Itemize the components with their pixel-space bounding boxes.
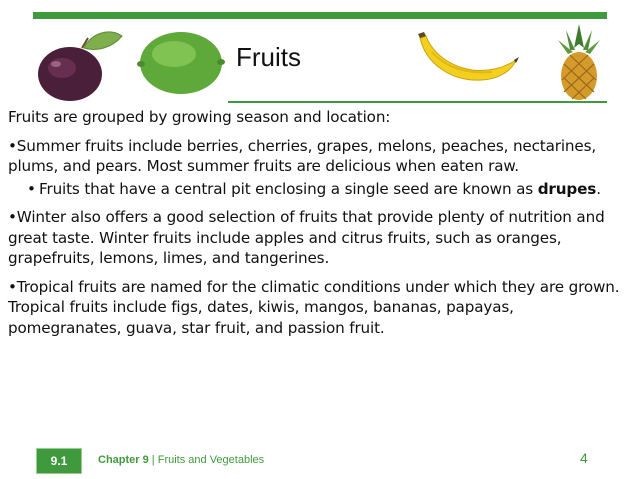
section-number: 9.1 [50,454,68,468]
bullet-winter: •Winter also offers a good selection of fruits that provide plenty of nutrition and great taste. Winter fruits include apples and citrus fruits, such as oranges, grapefruits, lemons, limes, and tangerines. [8,208,605,267]
slide-body [8,107,620,338]
lime-image [136,26,226,98]
sub-bullet-suffix: . [596,179,601,198]
footer-chapter [98,454,264,466]
pineapple-image [548,22,610,102]
drupes-term: drupes [537,179,597,198]
section-badge [36,448,82,474]
chapter-title: Fruits and Vegetables [157,454,265,466]
bullet-tropical: •Tropical fruits are named for the climatic conditions under which they are grown. Tropical fruits include figs, dates, kiwis, mangos, bananas, papayas, pomegranates, guava, star fruit, and passion fruit. [8,277,620,337]
chapter-separator: | [148,454,158,466]
bullet-summer: •Summer fruits include berries, cherries, grapes, melons, peaches, nectarines, plums, and pears. Most summer fruits are delicious when eaten raw. [8,136,597,175]
banana-image [412,30,520,90]
title-underline [228,101,607,103]
plum-image [32,26,124,102]
sub-bullet-drupes [8,179,620,200]
chapter-label: Chapter 9 [98,454,149,466]
sub-bullet-text: Fruits that have a central pit enclosing a single seed are known as [39,179,538,198]
top-accent-bar [33,12,607,19]
sub-bullet-marker: • [27,179,36,198]
intro-text: Fruits are grouped by growing season and location: [8,108,391,126]
slide-title: Fruits [236,42,301,72]
page-number: 4 [580,450,588,466]
